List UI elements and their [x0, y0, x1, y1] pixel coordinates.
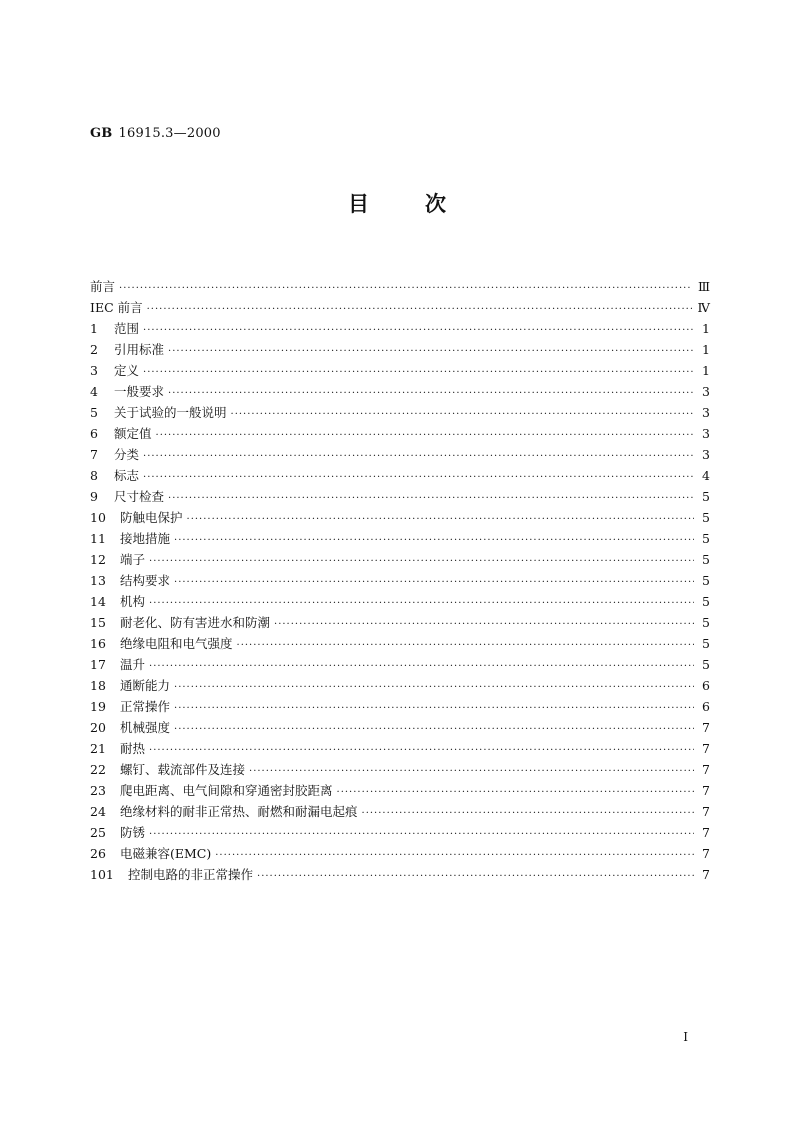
toc-entry-number: 13: [90, 573, 106, 588]
toc-entry-page: 7: [702, 762, 710, 777]
toc-entry-title: 分类: [114, 447, 140, 462]
toc-entry-title: 螺钉、载流部件及连接: [120, 762, 246, 777]
toc-entry[interactable]: [90, 486, 710, 507]
toc-entry-title: 标志: [114, 468, 140, 483]
toc-dot-leader: [143, 467, 694, 488]
toc-entry-title: 机械强度: [120, 720, 171, 735]
toc-entry-title: 结构要求: [120, 573, 171, 588]
toc-dot-leader: [168, 383, 694, 404]
toc-dot-leader: [168, 488, 694, 509]
toc-dot-leader: [149, 656, 694, 677]
toc-entry-number: 19: [90, 699, 106, 714]
standard-header: [90, 126, 221, 141]
toc-dot-leader: [119, 278, 692, 299]
toc-entry[interactable]: [90, 297, 710, 318]
toc-entry-page: 5: [702, 573, 710, 588]
toc-entry-title: 机构: [120, 594, 146, 609]
page-title: 目次: [348, 191, 502, 216]
toc-dot-leader: [168, 341, 694, 362]
toc-dot-leader: [249, 761, 694, 782]
toc-entry-title: 绝缘电阻和电气强度: [120, 636, 233, 651]
toc-entry[interactable]: [90, 276, 710, 297]
toc-entry[interactable]: [90, 423, 710, 444]
toc-dot-leader: [149, 551, 694, 572]
toc-entry[interactable]: [90, 360, 710, 381]
toc-dot-leader: [362, 803, 694, 824]
toc-entry-page: 5: [702, 594, 710, 609]
toc-entry-title: 电磁兼容(EMC): [120, 846, 212, 861]
toc-dot-leader: [187, 509, 694, 530]
toc-entry-title: 引用标准: [114, 342, 165, 357]
toc-entry[interactable]: [90, 696, 710, 717]
toc-entry[interactable]: [90, 570, 710, 591]
toc-entry[interactable]: [90, 339, 710, 360]
toc-entry-title: 温升: [120, 657, 146, 672]
toc-entry-title: 一般要求: [114, 384, 165, 399]
toc-dot-leader: [149, 740, 694, 761]
toc-dot-leader: [147, 299, 692, 320]
toc-entry-number: 6: [90, 426, 98, 441]
toc-dot-leader: [237, 635, 694, 656]
toc-dot-leader: [231, 404, 694, 425]
toc-entry-page: 5: [702, 531, 710, 546]
toc-entry-number: 8: [90, 468, 98, 483]
toc-entry-page: Ⅳ: [697, 300, 710, 315]
toc-entry-title: 定义: [114, 363, 140, 378]
toc-entry-number: 16: [90, 636, 106, 651]
toc-dot-leader: [174, 698, 694, 719]
toc-entry[interactable]: [90, 507, 710, 528]
toc-entry-number: 11: [90, 531, 106, 546]
toc-entry[interactable]: [90, 528, 710, 549]
toc-entry-title: 范围: [114, 321, 140, 336]
toc-dot-leader: [149, 593, 694, 614]
toc-entry[interactable]: [90, 801, 710, 822]
toc-entry-title: 关于试验的一般说明: [114, 405, 227, 420]
toc-entry-number: 10: [90, 510, 106, 525]
toc-entry-number: 20: [90, 720, 106, 735]
toc-entry-title: 爬电距离、电气间隙和穿通密封胶距离: [120, 783, 333, 798]
toc-entry[interactable]: [90, 633, 710, 654]
toc-dot-leader: [143, 320, 694, 341]
toc-entry[interactable]: [90, 612, 710, 633]
toc-dot-leader: [337, 782, 694, 803]
toc-entry-page: 3: [702, 405, 710, 420]
toc-entry-number: 1: [90, 321, 98, 336]
toc-entry-title: 接地措施: [120, 531, 171, 546]
toc-entry-title: 前言: [90, 279, 116, 294]
toc-entry-number: 7: [90, 447, 98, 462]
toc-entry-number: 12: [90, 552, 106, 567]
toc-entry-page: 7: [702, 741, 710, 756]
toc-entry[interactable]: [90, 381, 710, 402]
toc-entry[interactable]: [90, 675, 710, 696]
toc-entry-page: Ⅲ: [697, 279, 710, 294]
toc-entry[interactable]: [90, 654, 710, 675]
toc-entry-title: 控制电路的非正常操作: [128, 867, 254, 882]
toc-entry-title: 额定值: [114, 426, 152, 441]
toc-dot-leader: [174, 719, 694, 740]
toc-entry[interactable]: [90, 444, 710, 465]
toc-entry[interactable]: [90, 549, 710, 570]
toc-entry-number: 3: [90, 363, 98, 378]
toc-entry-page: 5: [702, 657, 710, 672]
toc-dot-leader: [149, 824, 694, 845]
toc-entry-number: 17: [90, 657, 106, 672]
toc-entry-page: 7: [702, 720, 710, 735]
toc-entry-title: 通断能力: [120, 678, 171, 693]
toc-entry-page: 1: [702, 363, 710, 378]
toc-entry-page: 7: [702, 783, 710, 798]
toc-entry-number: 25: [90, 825, 106, 840]
toc-entry[interactable]: [90, 864, 710, 885]
standard-number: 16915.3—2000: [118, 126, 221, 141]
toc-entry-title: 耐热: [120, 741, 146, 756]
table-of-contents: [90, 276, 710, 885]
toc-entry-page: 5: [702, 510, 710, 525]
toc-entry-page: 5: [702, 636, 710, 651]
toc-entry-number: 18: [90, 678, 106, 693]
toc-dot-leader: [156, 425, 694, 446]
toc-dot-leader: [257, 866, 694, 887]
toc-entry-number: 101: [90, 867, 114, 882]
toc-entry-title: IEC 前言: [90, 300, 143, 315]
toc-dot-leader: [215, 845, 694, 866]
toc-entry-title: 绝缘材料的耐非正常热、耐燃和耐漏电起痕: [120, 804, 358, 819]
toc-entry[interactable]: [90, 717, 710, 738]
toc-entry-title: 正常操作: [120, 699, 171, 714]
toc-entry[interactable]: [90, 759, 710, 780]
toc-entry-page: 7: [702, 804, 710, 819]
toc-entry-page: 7: [702, 846, 710, 861]
toc-entry-page: 6: [702, 699, 710, 714]
toc-entry-page: 7: [702, 867, 710, 882]
standard-prefix: GB: [90, 126, 113, 141]
toc-entry-number: 5: [90, 405, 98, 420]
toc-entry-number: 15: [90, 615, 106, 630]
toc-entry-number: 22: [90, 762, 106, 777]
toc-entry[interactable]: [90, 843, 710, 864]
toc-entry-number: 24: [90, 804, 106, 819]
toc-entry-title: 防锈: [120, 825, 146, 840]
toc-entry-number: 21: [90, 741, 106, 756]
toc-entry-page: 5: [702, 615, 710, 630]
toc-entry-number: 2: [90, 342, 98, 357]
toc-entry-page: 4: [702, 468, 710, 483]
toc-entry-page: 1: [702, 342, 710, 357]
toc-entry-number: 4: [90, 384, 98, 399]
toc-entry[interactable]: [90, 738, 710, 759]
toc-entry-number: 9: [90, 489, 98, 504]
toc-entry-page: 1: [702, 321, 710, 336]
toc-entry[interactable]: [90, 318, 710, 339]
toc-entry-page: 5: [702, 552, 710, 567]
toc-entry-title: 耐老化、防有害进水和防潮: [120, 615, 271, 630]
toc-entry-number: 14: [90, 594, 106, 609]
toc-entry-page: 3: [702, 426, 710, 441]
toc-dot-leader: [174, 677, 694, 698]
toc-entry-page: 7: [702, 825, 710, 840]
toc-entry-title: 防触电保护: [120, 510, 183, 525]
toc-entry-page: 3: [702, 447, 710, 462]
toc-entry-page: 3: [702, 384, 710, 399]
toc-entry[interactable]: [90, 465, 710, 486]
page-number: I: [683, 1030, 688, 1044]
toc-entry-title: 尺寸检查: [114, 489, 165, 504]
toc-dot-leader: [143, 362, 694, 383]
toc-dot-leader: [143, 446, 694, 467]
toc-dot-leader: [174, 530, 694, 551]
toc-entry[interactable]: [90, 591, 710, 612]
toc-entry-title: 端子: [120, 552, 146, 567]
toc-entry[interactable]: [90, 780, 710, 801]
toc-dot-leader: [274, 614, 694, 635]
toc-entry-number: 26: [90, 846, 106, 861]
toc-entry-page: 6: [702, 678, 710, 693]
toc-entry-number: 23: [90, 783, 106, 798]
toc-entry[interactable]: [90, 402, 710, 423]
toc-entry-page: 5: [702, 489, 710, 504]
toc-dot-leader: [174, 572, 694, 593]
toc-entry[interactable]: [90, 822, 710, 843]
